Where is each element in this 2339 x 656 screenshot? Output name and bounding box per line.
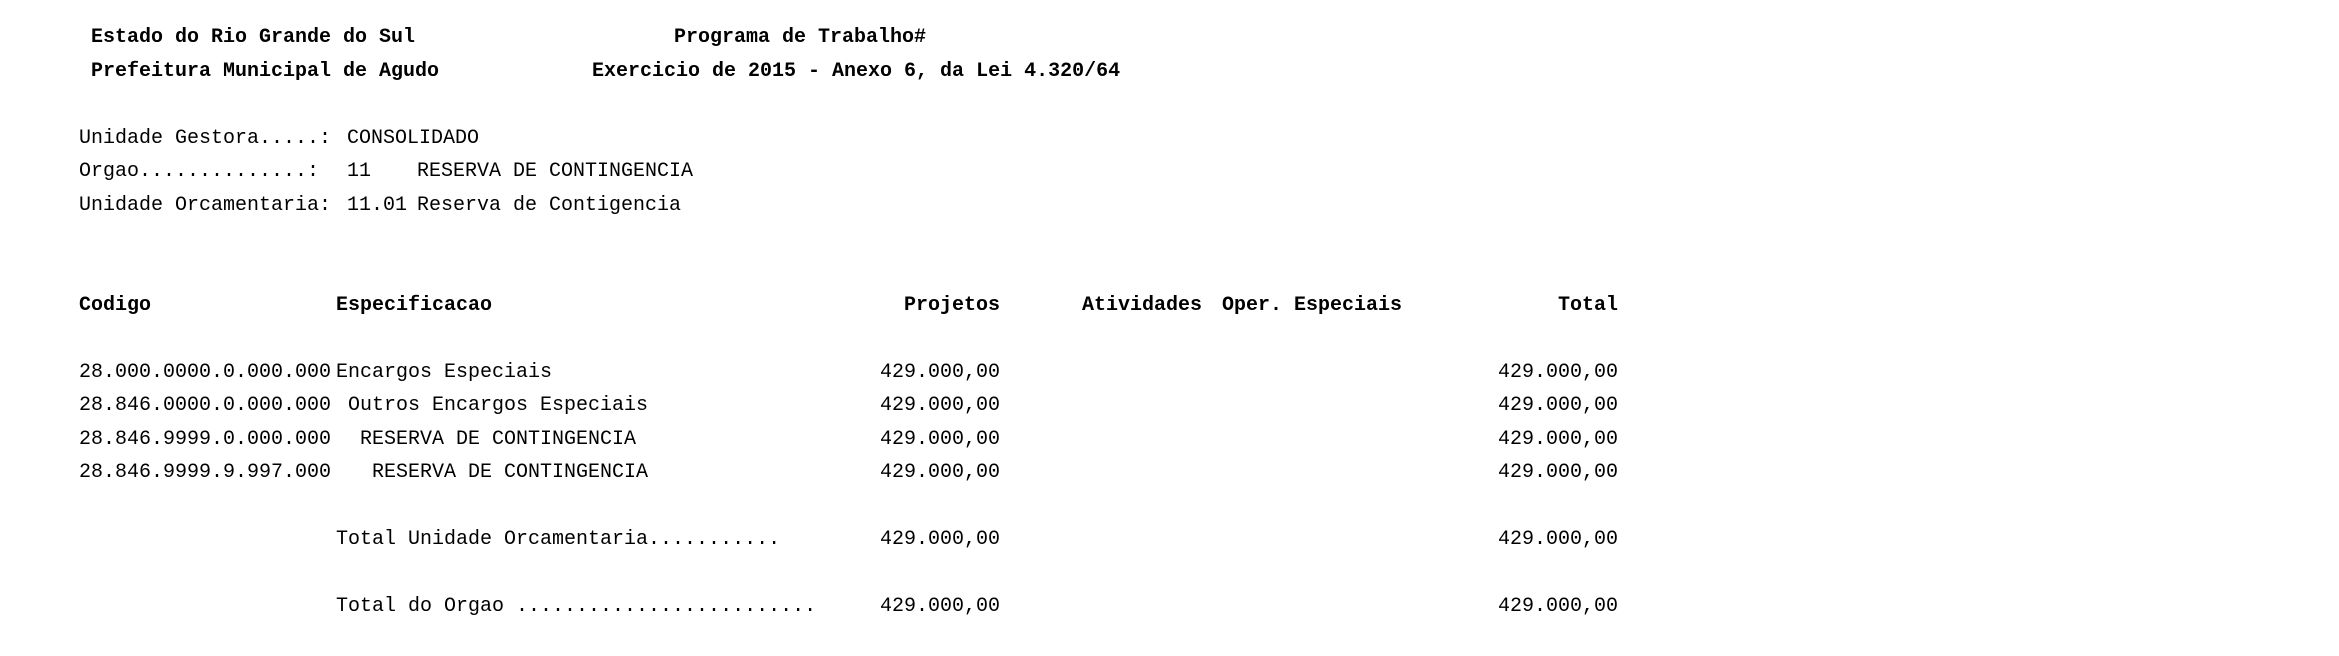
exercise-title: Exercicio de 2015 - Anexo 6, da Lei 4.320/64 [592, 60, 1121, 83]
orgao-code: 11 [347, 160, 372, 183]
cell-total: 429.000,00 [1497, 461, 1618, 484]
cell-codigo: 28.846.9999.9.997.000 [79, 461, 332, 484]
col-header-codigo: Codigo [79, 294, 152, 317]
col-header-oper-especiais: Oper. Especiais [1222, 294, 1403, 317]
col-header-especificacao: Especificacao [336, 294, 493, 317]
cell-projetos: 429.000,00 [879, 428, 1000, 451]
orgao-label: Orgao..............: [79, 160, 320, 183]
col-header-atividades: Atividades [1082, 294, 1203, 317]
cell-total: 429.000,00 [1497, 361, 1618, 384]
total-orgao-projetos: 429.000,00 [879, 595, 1000, 618]
col-header-total: Total [1557, 294, 1618, 317]
cell-total: 429.000,00 [1497, 394, 1618, 417]
cell-especificacao: Encargos Especiais [336, 361, 553, 384]
total-unidade-label: Total Unidade Orcamentaria........... [336, 528, 781, 551]
unidade-name: Reserva de Contigencia [417, 194, 682, 217]
cell-codigo: 28.846.9999.0.000.000 [79, 428, 332, 451]
total-unidade-total: 429.000,00 [1497, 528, 1618, 551]
col-header-projetos: Projetos [903, 294, 1000, 317]
gestora-value: CONSOLIDADO [347, 127, 480, 150]
municipality-name: Prefeitura Municipal de Agudo [91, 60, 440, 83]
cell-projetos: 429.000,00 [879, 394, 1000, 417]
gestora-label: Unidade Gestora.....: [79, 127, 332, 150]
unidade-code: 11.01 [347, 194, 408, 217]
cell-especificacao: Outros Encargos Especiais [336, 394, 649, 417]
state-name: Estado do Rio Grande do Sul [91, 26, 416, 49]
cell-projetos: 429.000,00 [879, 461, 1000, 484]
total-orgao-label: Total do Orgao ......................... [336, 595, 817, 618]
cell-projetos: 429.000,00 [879, 361, 1000, 384]
unidade-label: Unidade Orcamentaria: [79, 194, 332, 217]
total-unidade-projetos: 429.000,00 [879, 528, 1000, 551]
cell-especificacao: RESERVA DE CONTINGENCIA [336, 461, 649, 484]
total-orgao-total: 429.000,00 [1497, 595, 1618, 618]
orgao-name: RESERVA DE CONTINGENCIA [417, 160, 694, 183]
cell-codigo: 28.846.0000.0.000.000 [79, 394, 332, 417]
cell-especificacao: RESERVA DE CONTINGENCIA [336, 428, 637, 451]
cell-codigo: 28.000.0000.0.000.000 [79, 361, 332, 384]
cell-total: 429.000,00 [1497, 428, 1618, 451]
program-title: Programa de Trabalho# [674, 26, 927, 49]
